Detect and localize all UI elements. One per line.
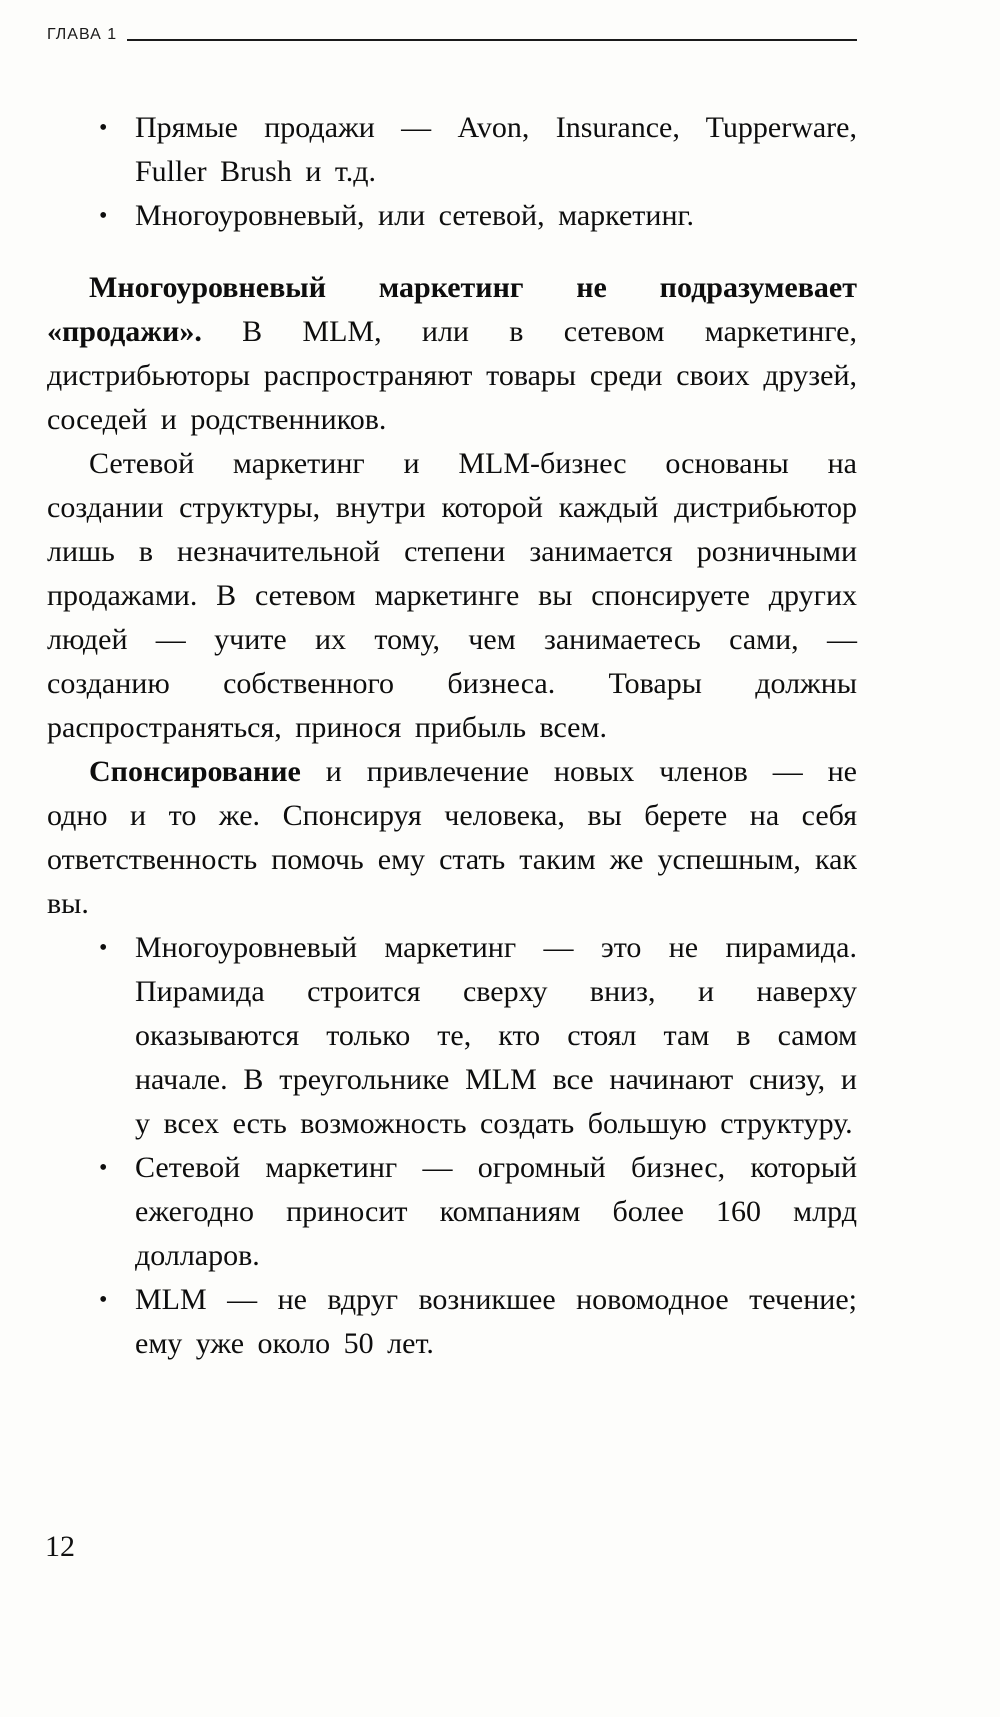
bullet-icon: •: [99, 1287, 108, 1313]
paragraph: [47, 750, 857, 926]
list-item: [99, 106, 857, 194]
list-item: [99, 1278, 857, 1366]
bullet-icon: •: [99, 1155, 108, 1181]
paragraph-text: и привлечение новых членов — не одно и то же. Спонсируя человека, вы берете на себя ответственность помочь ему стать таким же успешным, как вы.: [47, 755, 857, 920]
bullet-text: Многоуровневый, или сетевой, маркетинг.: [135, 199, 694, 232]
page-number: 12: [45, 1530, 75, 1563]
list-item: [99, 194, 857, 238]
bullet-text: Прямые продажи — Avon, Insurance, Tupperware, Fuller Brush и т.д.: [135, 111, 857, 188]
list-item: [99, 1146, 857, 1278]
bullet-icon: •: [99, 115, 108, 141]
paragraph: Сетевой маркетинг и MLM-бизнес основаны на создании структуры, внутри которой каждый дистрибьютор лишь в незначительной степени занимается розничными продажами. В сетевом маркетинге вы спонсируете других людей — учите их тому, чем занимаетесь сами, — созданию собственного бизнеса. Товары должны распространяться, принося прибыль всем.: [47, 447, 857, 744]
bullet-text: Многоуровневый маркетинг — это не пирамида. Пирамида строится сверху вниз, и наверху оказываются только те, кто стоял там в самом начале. В треугольнике MLM все начинают снизу, и у всех есть возможность создать большую структуру.: [135, 931, 857, 1140]
paragraph-text: В MLM, или в сетевом маркетинге, дистрибьюторы распространяют товары среди своих друзей, соседей и родственников.: [47, 315, 857, 436]
page-content: [47, 106, 857, 1366]
paragraph-bold-lead: Многоуровневый маркетинг не подразумевает «продажи».: [47, 271, 857, 348]
paragraph-bold-lead: Спонсирование: [89, 755, 301, 788]
list-item: [99, 926, 857, 1146]
chapter-label: ГЛАВА 1: [47, 26, 118, 43]
bullet-icon: •: [99, 203, 108, 229]
bullet-list-bottom: [47, 926, 857, 1366]
bullet-text: MLM — не вдруг возникшее новомодное течение; ему уже около 50 лет.: [135, 1283, 857, 1360]
chapter-header: [47, 26, 857, 44]
paragraph: [47, 266, 857, 442]
bullet-list-top: [47, 106, 857, 238]
bullet-text: Сетевой маркетинг — огромный бизнес, который ежегодно приносит компаниям более 160 млрд долларов.: [135, 1151, 857, 1272]
chapter-rule-line: [127, 39, 857, 41]
bullet-icon: •: [99, 935, 108, 961]
